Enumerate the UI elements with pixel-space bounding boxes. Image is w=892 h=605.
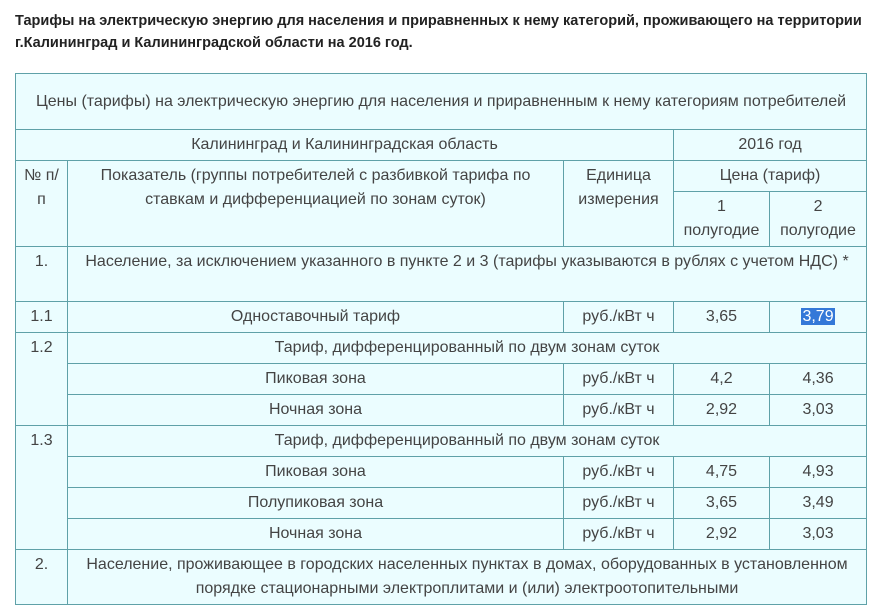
section-row — [16, 550, 867, 605]
table-row — [16, 395, 867, 426]
page-title: Тарифы на электрическую энергию для населения и приравненных к нему категорий, проживающего на территории г.Калининград и Калининградской области на 2016 год. — [15, 13, 862, 51]
header-row — [16, 161, 867, 192]
tariff-table — [15, 73, 867, 605]
row-half1-value: 2,92 — [674, 519, 770, 550]
subsection-title: Тариф, дифференцированный по двум зонам суток — [68, 333, 867, 364]
header-unit: Единица измерения — [564, 161, 674, 247]
row-half1-value: 3,65 — [674, 488, 770, 519]
region-row — [16, 130, 867, 161]
row-name: Ночная зона — [68, 395, 564, 426]
table-row — [16, 457, 867, 488]
row-half2-value: 3,49 — [770, 488, 867, 519]
year-cell: 2016 год — [674, 130, 867, 161]
header-indicator: Показатель (группы потребителей с разбивкой тарифа по ставкам и дифференциацией по зонам суток) — [68, 161, 564, 247]
section-num: 1. — [16, 247, 68, 302]
row-half1-value: 4,75 — [674, 457, 770, 488]
row-name: Ночная зона — [68, 519, 564, 550]
region-cell: Калининград и Калининградская область — [16, 130, 674, 161]
row-num: 1.1 — [16, 302, 68, 333]
row-name: Полупиковая зона — [68, 488, 564, 519]
header-half2: 2 полугодие — [770, 192, 867, 247]
row-half2-value: 4,93 — [770, 457, 867, 488]
row-half2-value: 3,03 — [770, 519, 867, 550]
section-title: Население, проживающее в городских населенных пунктах в домах, оборудованных в установленном порядке стационарными электроплитами и (или) электроотопительными — [68, 550, 867, 605]
table-caption: Цены (тарифы) на электрическую энергию для населения и приравненным к нему категориям потребителей — [16, 74, 867, 130]
table-row — [16, 333, 867, 364]
row-name: Пиковая зона — [68, 364, 564, 395]
row-name: Одноставочный тариф — [68, 302, 564, 333]
table-row — [16, 302, 867, 333]
header-price: Цена (тариф) — [674, 161, 867, 192]
row-num: 1.3 — [16, 426, 68, 550]
row-unit: руб./кВт ч — [564, 457, 674, 488]
row-half1-value: 3,65 — [674, 302, 770, 333]
section-row — [16, 247, 867, 302]
row-unit: руб./кВт ч — [564, 395, 674, 426]
header-num: № п/п — [16, 161, 68, 247]
table-row — [16, 488, 867, 519]
section-title: Население, за исключением указанного в пункте 2 и 3 (тарифы указываются в рублях с учетом НДС) * — [68, 247, 867, 302]
row-num: 1.2 — [16, 333, 68, 426]
header-half1: 1 полугодие — [674, 192, 770, 247]
subsection-title: Тариф, дифференцированный по двум зонам суток — [68, 426, 867, 457]
row-unit: руб./кВт ч — [564, 519, 674, 550]
table-row — [16, 364, 867, 395]
row-unit: руб./кВт ч — [564, 488, 674, 519]
table-row — [16, 426, 867, 457]
row-half1-value: 2,92 — [674, 395, 770, 426]
row-unit: руб./кВт ч — [564, 364, 674, 395]
row-half2-value: 3,03 — [770, 395, 867, 426]
row-name: Пиковая зона — [68, 457, 564, 488]
row-half1-value: 4,2 — [674, 364, 770, 395]
table-caption-row — [16, 74, 867, 130]
table-row — [16, 519, 867, 550]
section-num: 2. — [16, 550, 68, 605]
row-unit: руб./кВт ч — [564, 302, 674, 333]
selected-text[interactable]: 3,79 — [802, 308, 834, 325]
row-half2-value[interactable] — [770, 302, 867, 333]
row-half2-value: 4,36 — [770, 364, 867, 395]
